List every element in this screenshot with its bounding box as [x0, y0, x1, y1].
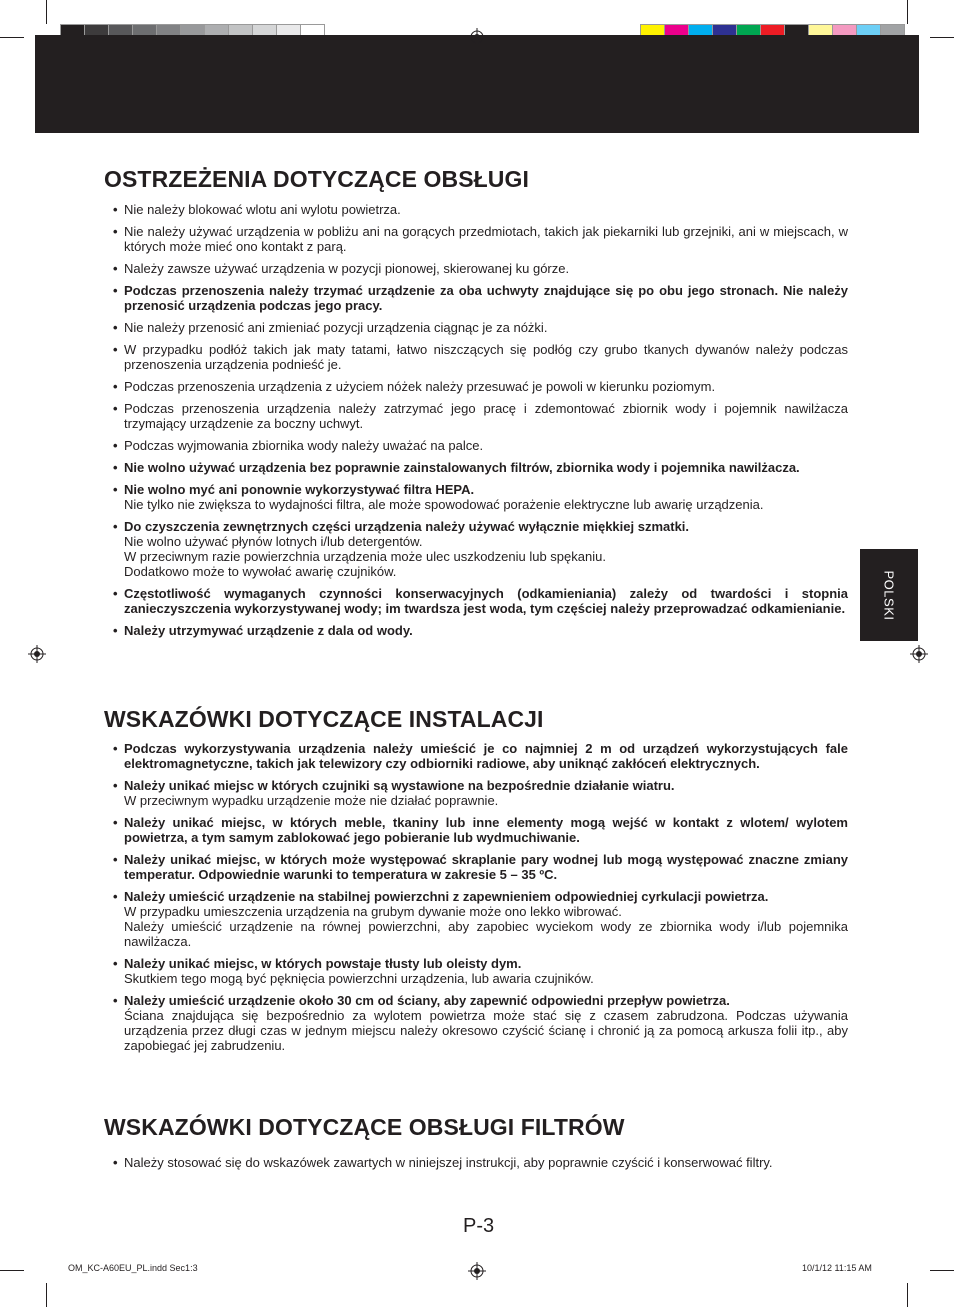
bullet-item — [113, 482, 848, 512]
crop-mark — [930, 37, 954, 38]
bullet-item — [113, 778, 848, 808]
crop-mark — [0, 37, 24, 38]
bullet-item — [113, 401, 848, 431]
section-title-operation: OSTRZEŻENIA DOTYCZĄCE OBSŁUGI — [104, 166, 529, 192]
registration-mark-icon — [910, 645, 928, 663]
bullet-item — [113, 283, 848, 313]
bullet-item — [113, 956, 848, 986]
header-band — [35, 35, 919, 133]
bullet-item — [113, 460, 848, 475]
bullet-text: • Podczas wyjmowania zbiornika wody należy uważać na palce. — [124, 438, 484, 453]
bullet-bold-text: • Należy utrzymywać urządzenie z dala od wody. — [124, 623, 413, 638]
bullet-text: • Należy zawsze używać urządzenia w pozycji pionowej, skierowanej ku górze. — [124, 261, 570, 276]
bullet-text: • Nie należy blokować wlotu ani wylotu powietrza. — [124, 202, 401, 217]
bullet-text: • Należy stosować się do wskazówek zawartych w niniejszej instrukcji, aby poprawnie czyścić i konserwować filtry. — [124, 1155, 773, 1170]
bullet-text: W przypadku umieszczenia urządzenia na grubym dywanie może ono lekko wibrować. — [124, 904, 622, 919]
crop-mark — [930, 1270, 954, 1271]
bullet-text: Nie wolno używać płynów lotnych i/lub detergentów. — [124, 534, 423, 549]
bullet-text: Należy umieścić urządzenie na równej powierzchni, aby zapobiec wyciekom wody ze zbiornika wody i/lub pojemnika nawilżacza. — [124, 919, 848, 949]
crop-mark — [46, 1283, 47, 1307]
bullet-bold-text: • Należy unikać miejsc w których czujniki są wystawione na bezpośrednie działanie wiatru. — [124, 778, 675, 793]
bullet-bold-text: • Podczas wykorzystywania urządzenia należy umieścić je co najmniej 2 m od urządzeń wykorzystujących fale elektromagnetyczne, takich jak telewizory czy odbiorniki radiowe, aby uniknąć zakłóceń elektrycznych. — [124, 741, 848, 771]
bullet-bold-text: • Częstotliwość wymaganych czynności konserwacyjnych (odkamieniania) zależy od twardości i stopnia zanieczyszczenia wykorzystywanej wody; im twardsza jest woda, tym częściej należy przeprowadzać odkamienianie. — [124, 586, 848, 616]
crop-mark — [907, 1283, 908, 1307]
bullet-item — [113, 438, 848, 453]
bullet-text: Nie tylko nie zwiększa to wydajności filtra, ale może spowodować porażenie elektryczne lub awarię urządzenia. — [124, 497, 764, 512]
bullet-item — [113, 379, 848, 394]
bullet-item — [113, 993, 848, 1053]
crop-mark — [0, 1270, 24, 1271]
registration-mark-icon — [468, 1262, 486, 1280]
crop-mark — [907, 0, 908, 24]
bullet-text: • Nie należy przenosić ani zmieniać pozycji urządzenia ciągnąc je za nóżki. — [124, 320, 548, 335]
bullet-bold-text: • Należy unikać miejsc, w których może występować skraplanie pary wodnej lub mogą występować znaczne zmiany temperatur. Odpowiednie warunki to temperatura w zakresie 5 – 35 ºC. — [124, 852, 848, 882]
bullet-item — [113, 586, 848, 616]
bullet-text: • Podczas przenoszenia urządzenia należy zatrzymać jego pracę i zdemontować zbiornik wody i pojemnik nawilżacza trzymający urządzenie za boczny uchwyt. — [124, 401, 848, 431]
installation-tips-list — [113, 741, 848, 1060]
bullet-bold-text: • Do czyszczenia zewnętrznych części urządzenia należy używać wyłącznie miękkiej szmatki. — [124, 519, 690, 534]
bullet-text: Skutkiem tego mogą być pęknięcia powierzchni urządzenia, lub awaria czujników. — [124, 971, 594, 986]
bullet-item — [113, 623, 848, 638]
bullet-item — [113, 852, 848, 882]
bullet-bold-text: • Należy umieścić urządzenie na stabilnej powierzchni z zapewnieniem odpowiedniej cyrkulacji powietrza. — [124, 889, 769, 904]
bullet-item — [113, 320, 848, 335]
footer-timestamp: 10/1/12 11:15 AM — [802, 1263, 872, 1273]
section-title-installation: WSKAZÓWKI DOTYCZĄCE INSTALACJI — [104, 706, 544, 732]
footer-file-info: OM_KC-A60EU_PL.indd Sec1:3 — [68, 1263, 198, 1273]
crop-mark — [46, 0, 47, 24]
bullet-item — [113, 889, 848, 949]
bullet-item — [113, 815, 848, 845]
page-number: P-3 — [463, 1215, 495, 1237]
bullet-bold-text: • Nie wolno używać urządzenia bez poprawnie zainstalowanych filtrów, zbiornika wody i pojemnika nawilżacza. — [124, 460, 800, 475]
language-tab — [860, 549, 918, 641]
bullet-bold-text: • Należy unikać miejsc, w których powstaje tłusty lub oleisty dym. — [124, 956, 522, 971]
bullet-text: • Nie należy używać urządzenia w pobliżu ani na gorących przedmiotach, takich jak piekarniki lub grzejniki, ani w miejscach, w których może mieć ono kontakt z parą. — [124, 224, 848, 254]
bullet-item — [113, 519, 848, 579]
section-title-filters: WSKAZÓWKI DOTYCZĄCE OBSŁUGI FILTRÓW — [104, 1114, 625, 1140]
bullet-item — [113, 261, 848, 276]
bullet-item — [113, 224, 848, 254]
bullet-item — [113, 741, 848, 771]
bullet-text: • W przypadku podłóż takich jak maty tatami, łatwo niszczących się podłóg czy grubo tkanych dywanów należy podczas przenoszenia urządzenia podnieść je. — [124, 342, 848, 372]
registration-mark-icon — [28, 645, 46, 663]
bullet-item — [113, 202, 848, 217]
bullet-text: • Podczas przenoszenia urządzenia z użyciem nóżek należy przesuwać je powoli w kierunku poziomym. — [124, 379, 716, 394]
bullet-text: W przeciwnym wypadku urządzenie może nie działać poprawnie. — [124, 793, 499, 808]
filter-tips-list — [113, 1155, 848, 1170]
operation-warnings-list — [113, 202, 848, 645]
registration-mark-icon — [468, 28, 486, 46]
bullet-bold-text: • Należy unikać miejsc, w których meble, tkaniny lub inne elementy mogą wejść w kontakt z wlotem/ wylotem powietrza, a tym samym zablokować jego pobieranie lub wydmuchiwanie. — [124, 815, 848, 845]
bullet-item — [113, 1155, 848, 1170]
bullet-text: Ściana znajdująca się bezpośrednio za wylotem powietrza może stać się z czasem zabrudzona. Podczas używania urządzenia przez długi czas w jednym miejscu należy okresowo czyścić ścianę i chronić ją za pomocą arkusza folii itp., aby zapobiegać jej zabrudzeniu. — [124, 1008, 848, 1053]
language-tab-label: POLSKI — [881, 570, 897, 620]
bullet-bold-text: • Nie wolno myć ani ponownie wykorzystywać filtra HEPA. — [124, 482, 475, 497]
bullet-text: W przeciwnym razie powierzchnia urządzenia może ulec uszkodzeniu lub spękaniu. — [124, 549, 606, 564]
bullet-bold-text: • Należy umieścić urządzenie około 30 cm od ściany, aby zapewnić odpowiedni przepływ powietrza. — [124, 993, 730, 1008]
bullet-bold-text: • Podczas przenoszenia należy trzymać urządzenie za oba uchwyty znajdujące się po obu jego stronach. Nie należy przenosić urządzenia podczas jego pracy. — [124, 283, 848, 313]
bullet-text: Dodatkowo może to wywołać awarię czujników. — [124, 564, 397, 579]
bullet-item — [113, 342, 848, 372]
